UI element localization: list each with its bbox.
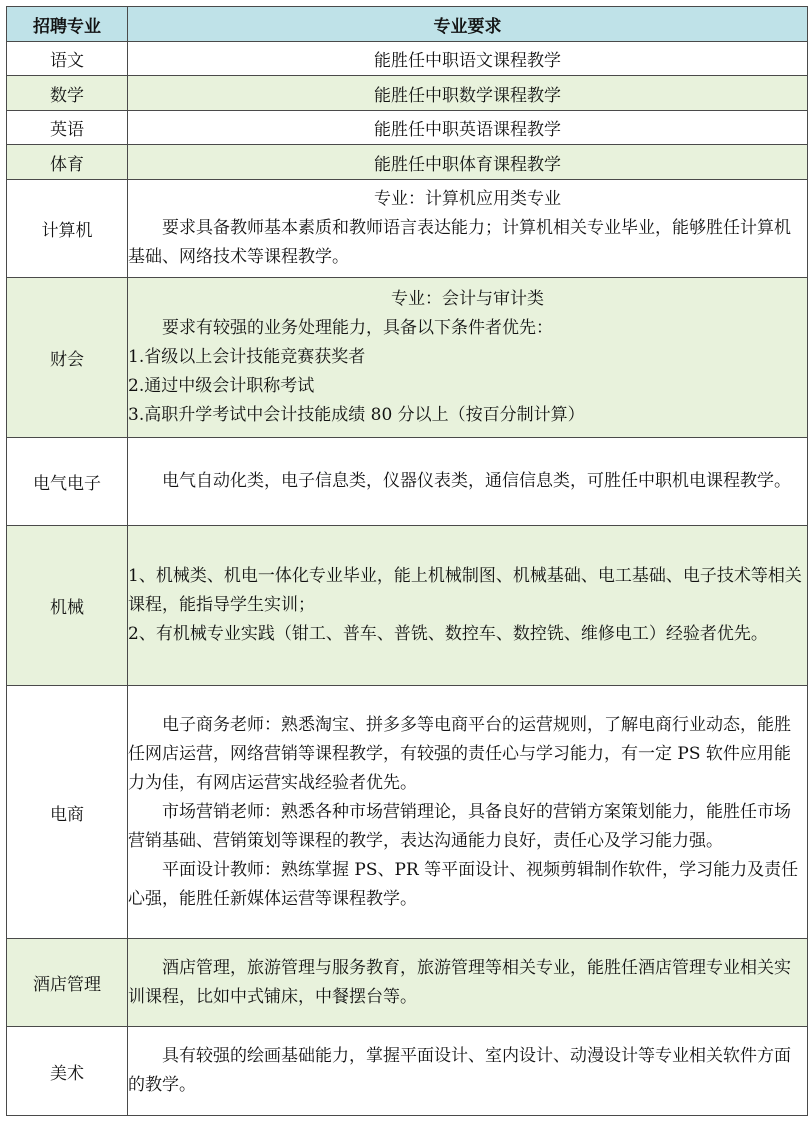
- major-requirement: [128, 1027, 808, 1116]
- table-row-mechanical: [7, 526, 808, 686]
- table-row-chinese: [7, 42, 808, 76]
- major-field: 专业：会计与审计类: [391, 289, 544, 309]
- major-name: 机械: [7, 526, 128, 686]
- major-requirement: 能胜任中职数学课程教学: [128, 76, 808, 111]
- major-requirement: [128, 438, 808, 526]
- major-requirement: 能胜任中职语文课程教学: [128, 42, 808, 76]
- list-item: 2.通过中级会计职称考试: [128, 376, 315, 396]
- table-row-computer: [7, 180, 808, 278]
- requirement-paragraph: 平面设计教师：熟练掌握 PS、PR 等平面设计、视频剪辑制作软件，学习能力及责任心强，能胜任新媒体运营等课程教学。: [128, 859, 799, 909]
- table-row-accounting: [7, 278, 808, 438]
- list-item: 3.高职升学考试中会计技能成绩 80 分以上（按百分制计算）: [128, 405, 585, 425]
- table-row-pe: [7, 145, 808, 180]
- requirement-paragraph: 电子商务老师：熟悉淘宝、拼多多等电商平台的运营规则，了解电商行业动态，能胜任网店运营，网络营销等课程教学，有较强的责任心与学习能力，有一定 PS 软件应用能力为佳，有网店运营实战经验者优先。: [128, 714, 791, 793]
- list-item: 1、机械类、机电一体化专业毕业，能上机械制图、机械基础、电工基础、电子技术等相关课程，能指导学生实训；: [128, 566, 802, 615]
- header-major: 招聘专业: [7, 7, 128, 42]
- list-item: 1.省级以上会计技能竞赛获奖者: [128, 347, 366, 367]
- major-field: 专业：计算机应用类专业: [374, 189, 561, 209]
- table-row-ecommerce: [7, 686, 808, 939]
- major-requirement: [128, 278, 808, 438]
- major-requirement: [128, 939, 808, 1027]
- major-name: 体育: [7, 145, 128, 180]
- table-row-math: [7, 76, 808, 111]
- requirement-text: 电气自动化类，电子信息类，仪器仪表类，通信信息类，可胜任中职机电课程教学。: [162, 471, 791, 491]
- major-requirement: 能胜任中职体育课程教学: [128, 145, 808, 180]
- major-name: 计算机: [7, 180, 128, 278]
- requirement-text: 酒店管理，旅游管理与服务教育，旅游管理等相关专业，能胜任酒店管理专业相关实训课程，比如中式铺床，中餐摆台等。: [128, 957, 791, 1007]
- major-name: 美术: [7, 1027, 128, 1116]
- major-requirement: [128, 686, 808, 939]
- table-row-hotel: [7, 939, 808, 1027]
- list-item: 2、有机械专业实践（钳工、普车、普铣、数控车、数控铣、维修电工）经验者优先。: [128, 624, 768, 644]
- major-requirement: 能胜任中职英语课程教学: [128, 111, 808, 145]
- requirement-paragraph: 市场营销老师：熟悉各种市场营销理论，具备良好的营销方案策划能力，能胜任市场营销基础、营销策划等课程的教学，表达沟通能力良好，责任心及学习能力强。: [128, 801, 791, 851]
- major-name: 财会: [7, 278, 128, 438]
- major-name: 数学: [7, 76, 128, 111]
- major-name: 电商: [7, 686, 128, 939]
- recruitment-table: [6, 6, 808, 1116]
- header-requirements: 专业要求: [128, 7, 808, 42]
- major-name: 酒店管理: [7, 939, 128, 1027]
- major-name: 英语: [7, 111, 128, 145]
- major-name: 语文: [7, 42, 128, 76]
- major-requirement: [128, 526, 808, 686]
- table-row-english: [7, 111, 808, 145]
- table-row-art: [7, 1027, 808, 1116]
- table-header-row: [7, 7, 808, 42]
- requirement-text: 要求具备教师基本素质和教师语言表达能力；计算机相关专业毕业，能够胜任计算机基础、网络技术等课程教学。: [128, 218, 791, 267]
- table-row-electrical: [7, 438, 808, 526]
- major-requirement: [128, 180, 808, 278]
- major-name: 电气电子: [7, 438, 128, 526]
- requirement-text: 具有较强的绘画基础能力，掌握平面设计、室内设计、动漫设计等专业相关软件方面的教学。: [128, 1046, 791, 1095]
- requirement-intro: 要求有较强的业务处理能力，具备以下条件者优先：: [162, 318, 553, 338]
